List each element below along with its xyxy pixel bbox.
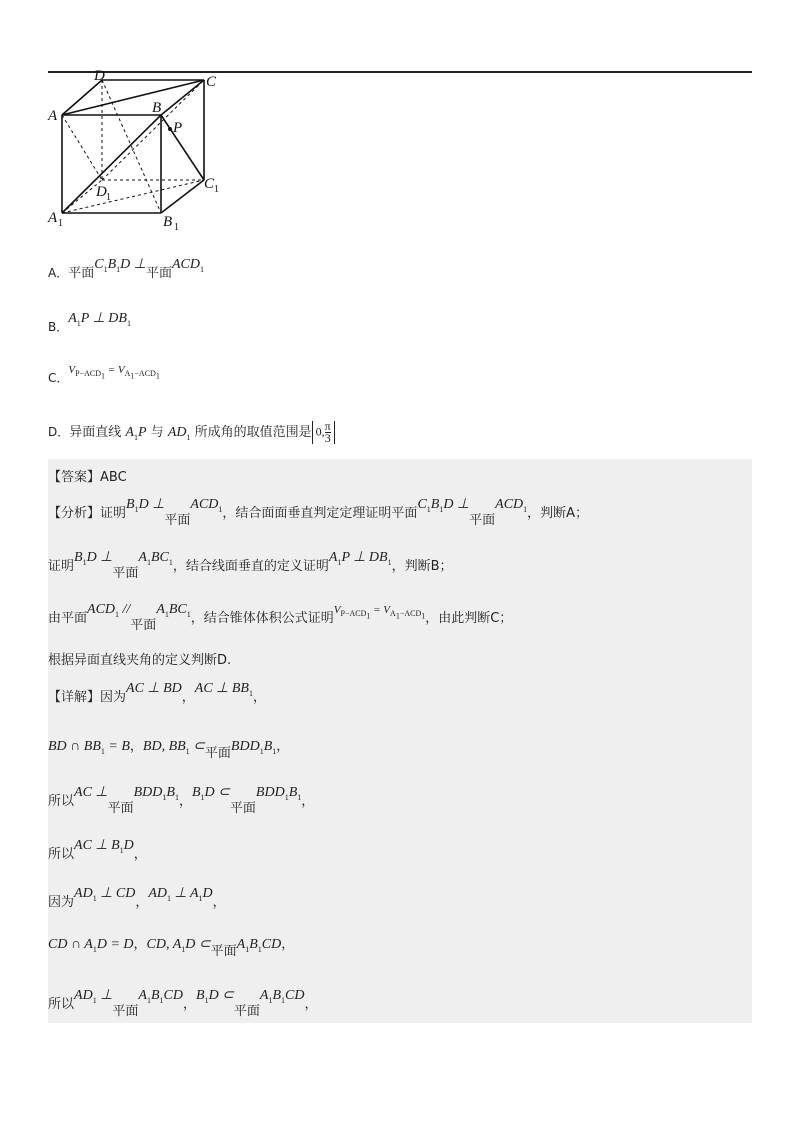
analysis-c-math-3: VP−ACD1 = VA1−ACD1 bbox=[333, 604, 426, 621]
detail-4-math-1: AC ⊥ $B_1D$ bbox=[74, 838, 134, 855]
detail-2-math-3: $BDD_1B_1$ bbox=[230, 739, 277, 756]
analysis-b-math-2: $A_1BC_1$ bbox=[138, 550, 173, 567]
detail-7-math-1: $AD_1$ ⊥ bbox=[74, 988, 113, 1005]
label-A1: A bbox=[48, 210, 58, 226]
detail-7-plane-1: 平面 bbox=[112, 1004, 139, 1019]
analysis-line-d: 根据异面直线夹角的定义判断D. bbox=[48, 653, 232, 668]
label-C1-sub: 1 bbox=[214, 184, 219, 195]
detail-line-1 bbox=[48, 681, 267, 707]
detail-5-because: 因为 bbox=[48, 895, 75, 910]
detail-6-math-1: CD ∩ $A_1D = D$ bbox=[48, 937, 134, 954]
option-a-math-2: $ACD_1$ bbox=[171, 257, 204, 274]
analysis-a-plane-1: 平面 bbox=[164, 513, 191, 528]
option-d-text-3: 所成角的取值范围是 bbox=[194, 425, 312, 440]
detail-7-comma-1: ， bbox=[182, 997, 196, 1012]
analysis-c-math-2: $A_1BC_1$ bbox=[156, 602, 191, 619]
detail-6-comma-1: ， bbox=[133, 937, 147, 952]
detail-3-math-2: $BDD_1B_1$ bbox=[133, 785, 179, 802]
detail-6-plane: 平面 bbox=[210, 944, 237, 959]
option-d-line-2: $AD_1$ bbox=[167, 425, 191, 442]
option-d-three: 3 bbox=[324, 431, 331, 445]
analysis-line-c bbox=[48, 602, 513, 633]
detail-4-comma: ， bbox=[133, 847, 147, 862]
label-D: D bbox=[94, 70, 105, 84]
option-d bbox=[48, 421, 335, 444]
detail-line-3 bbox=[48, 785, 315, 816]
analysis-b-text-3: ，判断B； bbox=[391, 559, 453, 574]
cube-figure bbox=[44, 70, 234, 235]
option-c-label: C． bbox=[48, 371, 69, 385]
analysis-tag: 【分析】 bbox=[48, 506, 101, 521]
detail-3-math-4: $BDD_1B_1$ bbox=[255, 785, 302, 802]
label-C1: C bbox=[204, 176, 215, 192]
detail-1-math-2: AC ⊥ $BB_1$ bbox=[194, 681, 253, 698]
detail-3-comma-1: ， bbox=[178, 794, 192, 809]
detail-line-2 bbox=[48, 735, 290, 761]
detail-6-math-3: $A_1B_1CD$ bbox=[236, 937, 282, 954]
detail-7-so: 所以 bbox=[48, 997, 75, 1012]
detail-tag: 【详解】 bbox=[48, 690, 101, 705]
analysis-a-text-3: ，判断A； bbox=[527, 506, 589, 521]
option-d-text-2: 与 bbox=[150, 425, 164, 440]
detail-because-1: 因为 bbox=[100, 690, 127, 705]
detail-2-comma-2: ， bbox=[276, 739, 290, 754]
analysis-a-math-4: $ACD_1$ bbox=[495, 497, 528, 514]
option-d-text-1: 异面直线 bbox=[69, 425, 122, 440]
detail-7-comma-2: ， bbox=[304, 997, 318, 1012]
detail-2-comma-1: ， bbox=[129, 739, 143, 754]
detail-line-5 bbox=[48, 886, 226, 912]
analysis-a-plane-2: 平面 bbox=[469, 513, 496, 528]
detail-7-math-3: $B_1D$ ⊂ bbox=[196, 988, 234, 1005]
detail-1-math-1: AC ⊥ BD bbox=[126, 681, 182, 696]
label-D1-sub: 1 bbox=[106, 192, 111, 203]
detail-6-math-2: CD, $A_1D$ ⊂ bbox=[146, 937, 211, 954]
detail-5-comma-1: ， bbox=[135, 895, 149, 910]
analysis-b-text-1: 证明 bbox=[48, 559, 75, 574]
detail-line-7 bbox=[48, 988, 318, 1019]
detail-3-comma-2: ， bbox=[301, 794, 315, 809]
option-d-pi: π bbox=[324, 419, 331, 433]
detail-5-math-1: $AD_1$ ⊥ CD bbox=[74, 886, 136, 903]
label-B: B bbox=[152, 100, 162, 116]
option-a bbox=[48, 257, 204, 283]
analysis-line-a bbox=[48, 497, 589, 528]
analysis-c-text-2: ，结合锥体体积公式证明 bbox=[190, 611, 334, 626]
detail-3-so: 所以 bbox=[48, 794, 75, 809]
analysis-b-text-2: ，结合线面垂直的定义证明 bbox=[172, 559, 329, 574]
option-a-math-1: $C_1B_1D$ ⊥ bbox=[94, 257, 146, 274]
analysis-a-text-1: 证明 bbox=[100, 506, 127, 521]
detail-4-so: 所以 bbox=[48, 847, 75, 862]
analysis-a-math-2: $ACD_1$ bbox=[190, 497, 223, 514]
detail-3-plane-1: 平面 bbox=[107, 801, 134, 816]
detail-5-math-2: $AD_1$ ⊥ $A_1D$ bbox=[148, 886, 213, 903]
analysis-c-plane: 平面 bbox=[130, 618, 157, 633]
detail-3-plane-2: 平面 bbox=[229, 801, 256, 816]
analysis-c-text-3: ，由此判断C； bbox=[425, 611, 513, 626]
label-A: A bbox=[48, 108, 58, 124]
cube-diagram bbox=[44, 70, 234, 235]
detail-3-math-1: AC ⊥ bbox=[74, 785, 108, 800]
detail-7-math-4: $A_1B_1CD$ bbox=[259, 988, 305, 1005]
label-P: P bbox=[173, 120, 183, 136]
detail-6-comma-2: ， bbox=[281, 937, 295, 952]
analysis-b-math-1: $B_1D$ ⊥ bbox=[74, 550, 113, 567]
option-a-label: A． bbox=[48, 266, 69, 280]
option-a-plane-1: 平面 bbox=[68, 266, 95, 281]
analysis-c-math-1: $ACD_1$ // bbox=[87, 602, 131, 619]
detail-3-math-3: $B_1D$ ⊂ bbox=[191, 785, 230, 802]
label-C: C bbox=[206, 74, 217, 90]
label-B1: B bbox=[163, 214, 173, 230]
detail-2-math-2: BD, $BB_1$ ⊂ bbox=[142, 739, 205, 756]
option-d-line-1: $A_1P$ bbox=[125, 425, 147, 442]
option-b-math: $A_1P$ ⊥ $DB_1$ bbox=[68, 311, 131, 328]
option-b-label: B． bbox=[48, 320, 69, 334]
detail-1-comma-1: ， bbox=[181, 690, 195, 705]
analysis-b-plane: 平面 bbox=[112, 566, 139, 581]
analysis-a-math-1: $B_1D$ ⊥ bbox=[126, 497, 165, 514]
option-d-label: D． bbox=[48, 425, 70, 439]
label-B1-sub: 1 bbox=[174, 222, 179, 233]
detail-7-plane-2: 平面 bbox=[233, 1004, 260, 1019]
analysis-a-text-2: ，结合面面垂直判定定理证明平面 bbox=[222, 506, 418, 521]
analysis-line-b bbox=[48, 550, 453, 581]
detail-5-comma-2: ， bbox=[212, 895, 226, 910]
detail-line-4 bbox=[48, 838, 147, 864]
analysis-b-math-3: $A_1P$ ⊥ $DB_1$ bbox=[328, 550, 392, 567]
detail-2-math-1: BD ∩ $BB_1 = B$ bbox=[48, 739, 130, 756]
option-c bbox=[48, 364, 160, 390]
option-a-plane-2: 平面 bbox=[145, 266, 172, 281]
label-D1: D bbox=[96, 184, 107, 200]
analysis-a-math-3: $C_1B_1D$ ⊥ bbox=[417, 497, 470, 514]
option-d-interval: 0, $\frac{\pi}{3}$ bbox=[312, 421, 335, 444]
option-b bbox=[48, 311, 131, 337]
detail-7-math-2: $A_1B_1CD$ bbox=[138, 988, 183, 1005]
option-c-math: VP−ACD1 = VA1−ACD1 bbox=[68, 364, 160, 381]
detail-line-6 bbox=[48, 933, 295, 959]
detail-2-plane: 平面 bbox=[204, 746, 231, 761]
analysis-c-text-1: 由平面 bbox=[48, 611, 88, 626]
detail-1-comma-2: ， bbox=[253, 690, 267, 705]
label-A1-sub: 1 bbox=[58, 218, 63, 229]
answer-line: 【答案】ABC bbox=[48, 470, 127, 485]
